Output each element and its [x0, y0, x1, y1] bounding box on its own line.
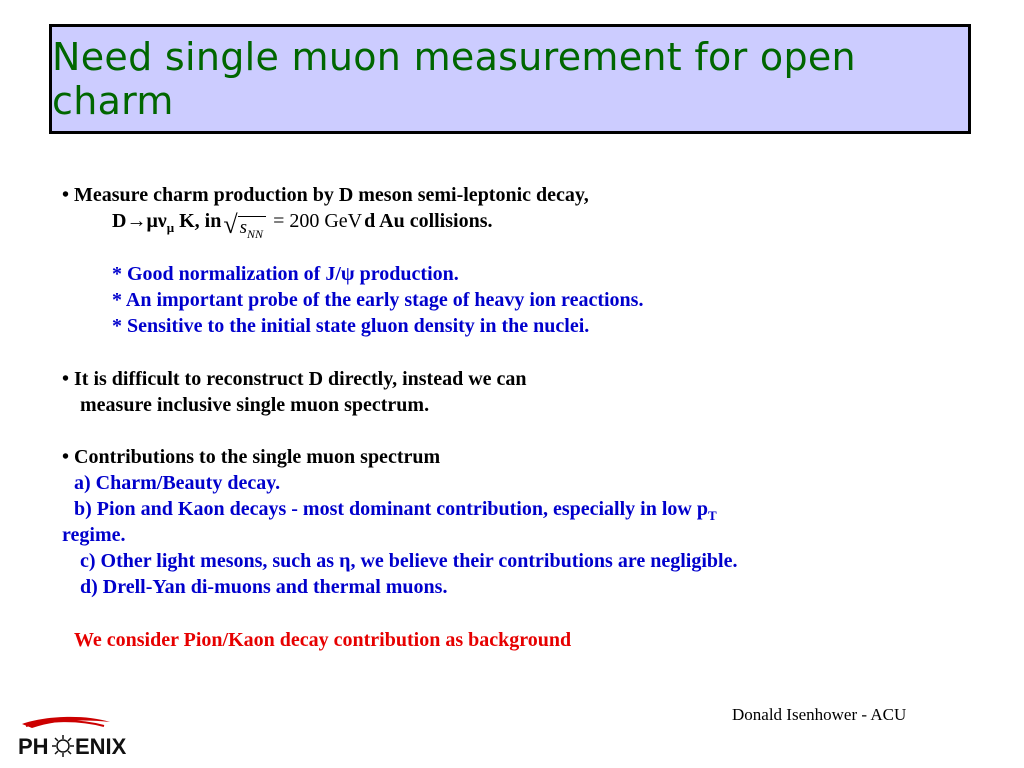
- radical-icon: √: [223, 210, 238, 239]
- arrow-symbol: →: [126, 210, 147, 232]
- phenix-logo-icon: [14, 714, 146, 762]
- section3-heading: • Contributions to the single muon spectrum: [62, 446, 441, 468]
- bullet: •: [62, 184, 70, 206]
- item-b: [74, 496, 717, 529]
- author-footer: Donald Isenhower - ACU: [732, 705, 907, 724]
- item-b-subscript: T: [707, 508, 717, 523]
- section1-heading: [62, 182, 589, 208]
- item-d: d) Drell-Yan di-muons and thermal muons.: [80, 576, 448, 598]
- point-1: * Good normalization of J/ψ production.: [112, 263, 459, 285]
- sqrt-sub: NN: [247, 226, 264, 241]
- section2-line1: • It is difficult to reconstruct D directly, instead we can: [62, 368, 527, 390]
- logo-text-right: ENIX: [75, 734, 127, 759]
- logo-text-left: PH: [18, 734, 49, 759]
- sqrt-argument: [238, 216, 266, 245]
- logo-sunburst: [52, 735, 74, 757]
- title-box: [49, 24, 971, 134]
- item-b-text: b) Pion and Kaon decays - most dominant contribution, especially in low p: [74, 498, 708, 520]
- decay-mid: K, in: [174, 210, 222, 232]
- point-3: * Sensitive to the initial state gluon density in the nuclei.: [112, 315, 590, 337]
- decay-formula: [112, 208, 493, 245]
- item-c: c) Other light mesons, such as η, we believe their contributions are negligible.: [80, 550, 738, 572]
- mu-subscript: μ: [166, 220, 175, 235]
- section2-line2: measure inclusive single muon spectrum.: [80, 394, 430, 416]
- conclusion: We consider Pion/Kaon decay contribution as background: [74, 629, 572, 651]
- item-a: a) Charm/Beauty decay.: [74, 472, 281, 494]
- section1-heading-text: Measure charm production by D meson semi-leptonic decay,: [74, 184, 589, 206]
- decay-suffix: d Au collisions.: [364, 210, 493, 232]
- sqrt-snn: [223, 212, 266, 245]
- phenix-logo: [14, 714, 146, 762]
- slide-title: Need single muon measurement for open charm: [52, 35, 856, 123]
- point-2: * An important probe of the early stage of heavy ion reactions.: [112, 289, 644, 311]
- sqrt-var: s: [239, 217, 248, 238]
- decay-prefix: D: [112, 210, 127, 232]
- item-b-continued: regime.: [62, 524, 126, 546]
- energy-value: = 200 GeV: [268, 210, 363, 232]
- mu-nu-symbol: μν: [146, 210, 167, 232]
